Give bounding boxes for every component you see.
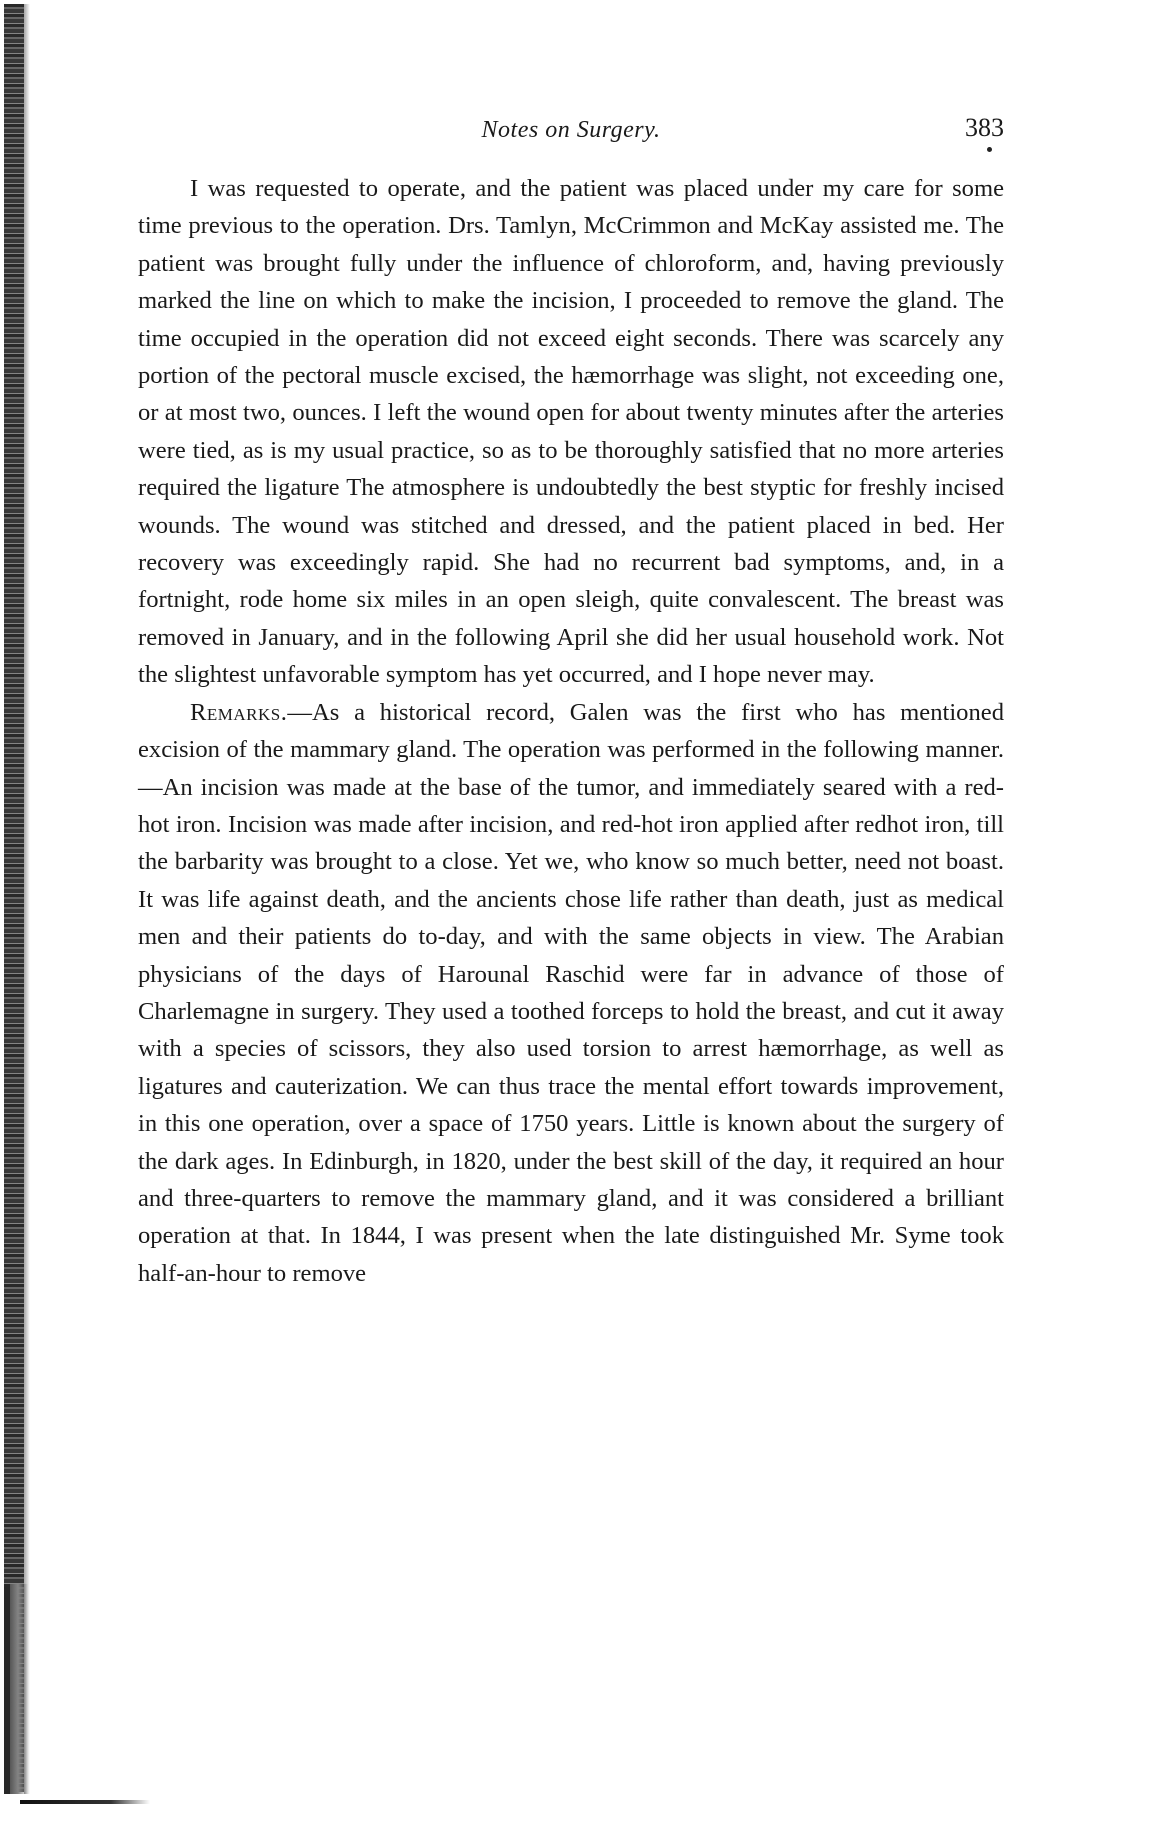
paragraph-remarks: [138, 694, 1004, 1293]
header-dot: [987, 147, 992, 152]
binding-foot: [20, 1800, 150, 1804]
running-title: Notes on Surgery.: [481, 117, 661, 143]
binding-shadow: [24, 4, 30, 1794]
page-header: [138, 113, 1004, 153]
paragraph-operation: I was requested to operate, and the patient was placed under my care for some time previous to the operation. Drs. Tamlyn, McCrimmon and McKay assisted me. The patient was brought fully under the influence of chloroform, and, having previously marked the line on which to make the incision, I proceeded to remove the gland. The time occupied in the operation did not exceed eight seconds. There was scarcely any portion of the pectoral muscle excised, the hæmorrhage was slight, not exceeding one, or at most two, ounces. I left the wound open for about twenty minutes after the arteries were tied, as is my usual practice, so as to be thoroughly satisfied that no more arteries required the ligature The atmosphere is undoubtedly the best styptic for freshly incised wounds. The wound was stitched and dressed, and the patient placed in bed. Her recovery was exceedingly rapid. She had no recurrent bad symptoms, and, in a fortnight, rode home six miles in an open sleigh, quite convalescent. The breast was removed in January, and in the following April she did her usual household work. Not the slightest unfavorable symptom has yet occurred, and I hope never may.: [138, 175, 1004, 689]
binding-edge: [4, 4, 24, 1792]
body-text: [138, 170, 1004, 1292]
page-number: 383: [965, 113, 1004, 142]
remarks-label: Remarks.: [190, 698, 288, 726]
remarks-text: —As a historical record, Galen was the first who has mentioned excision of the mammary gland. The operation was performed in the following manner.—An incision was made at the base of the tumor, and immediately seared with a red-hot iron. Incision was made after incision, and red-hot iron applied after redhot iron, till the barbarity was brought to a close. Yet we, who know so much better, need not boast. It was life against death, and the ancients chose life rather than death, just as medical men and their patients do to-day, and with the same objects in view. The Arabian physicians of the days of Harounal Raschid were far in advance of those of Charlemagne in surgery. They used a toothed forceps to hold the breast, and cut it away with a species of scissors, they also used torsion to arrest hæmorrhage, as well as ligatures and cauterization. We can thus trace the mental effort towards improvement, in this one operation, over a space of 1750 years. Little is known about the surgery of the dark ages. In Edinburgh, in 1820, under the best skill of the day, it required an hour and three-quarters to remove the mammary gland, and it was considered a brilliant operation at that. In 1844, I was present when the late distinguished Mr. Syme took half-an-hour to remove: [138, 698, 1004, 1287]
